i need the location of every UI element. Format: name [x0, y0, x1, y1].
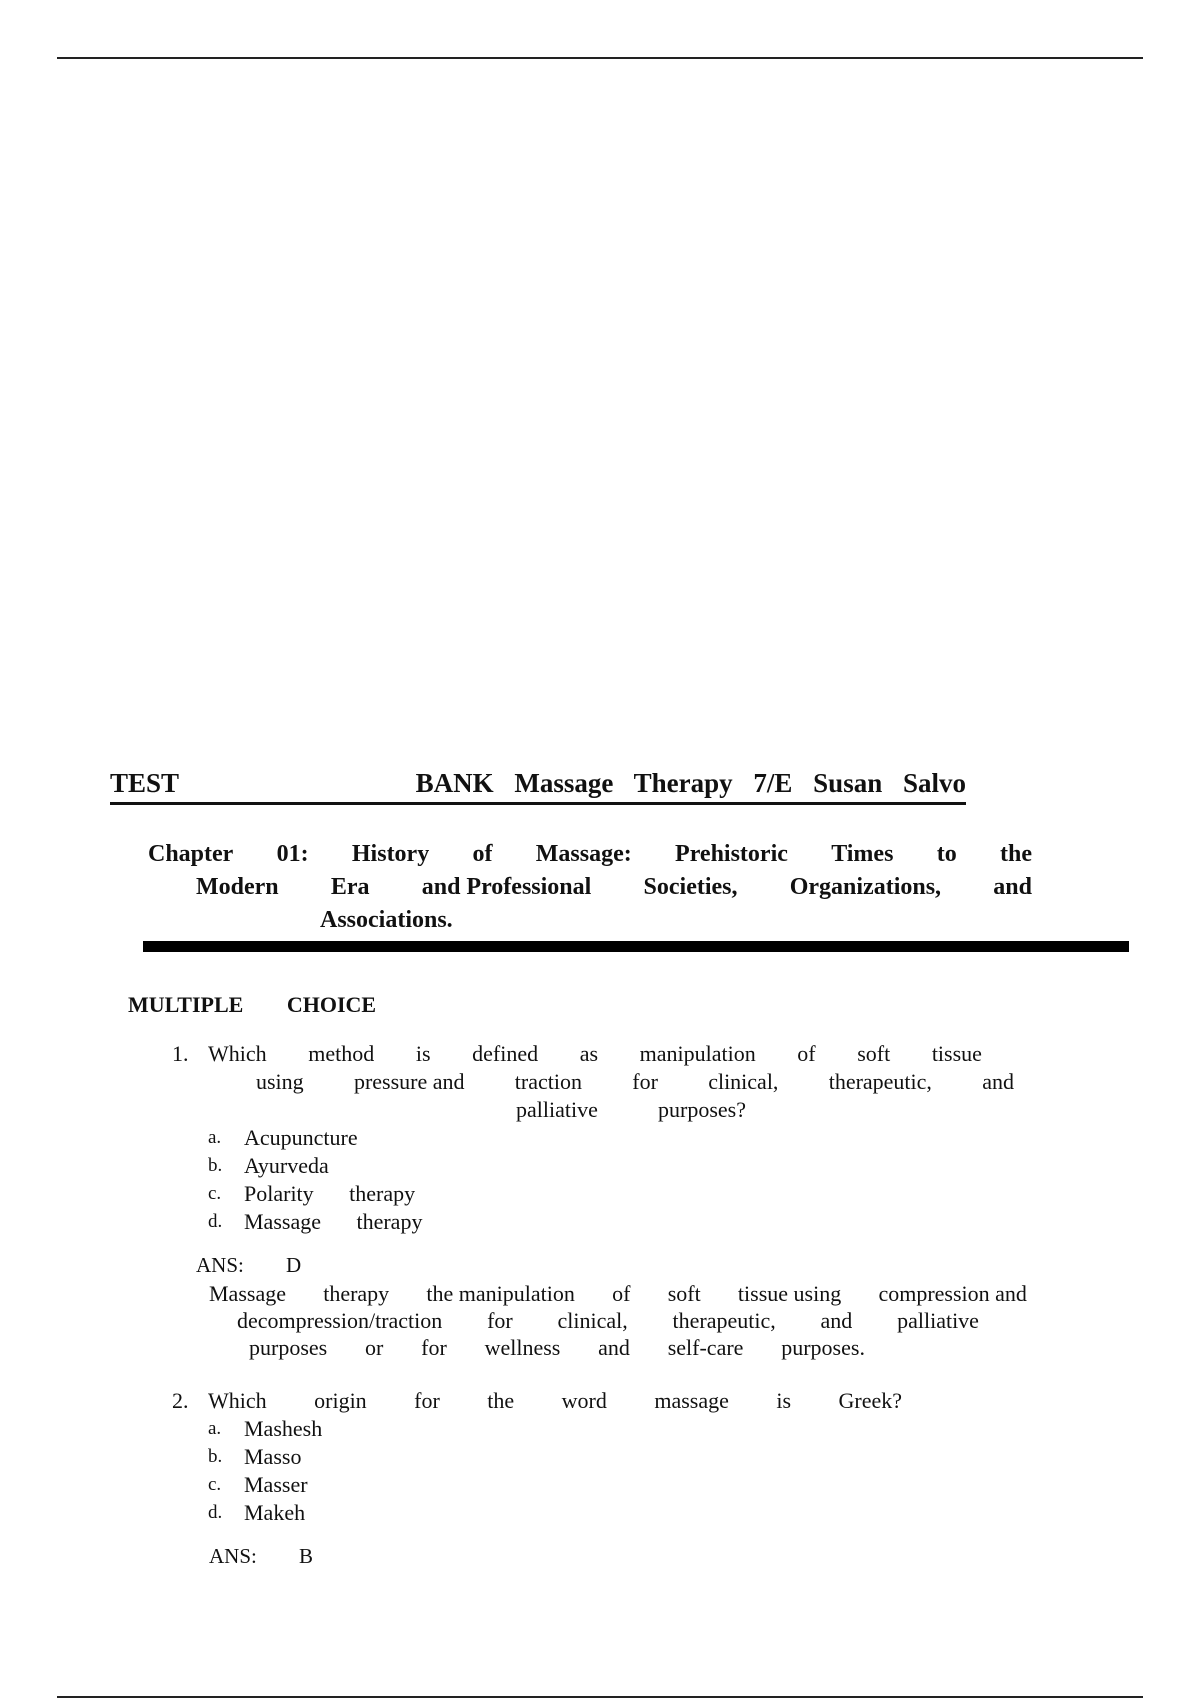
chapter-word: and: [993, 874, 1032, 900]
explanation-word: decompression/traction: [237, 1308, 443, 1333]
option-text: Polarity therapy: [244, 1181, 416, 1206]
option-letter: b.: [208, 1155, 223, 1176]
question-number: 2. Which: [172, 1388, 267, 1413]
stem-word: pressure and: [353, 1069, 465, 1094]
stem-word: and: [982, 1069, 1014, 1094]
chapter-word: Massage:: [535, 841, 632, 867]
stem-word: clinical,: [708, 1069, 779, 1094]
answer-options: [172, 1124, 1032, 1236]
stem-word: tissue: [931, 1041, 982, 1066]
answer-value: B: [299, 1544, 314, 1568]
chapter-word: History: [351, 841, 430, 867]
chapter-word: Modern: [196, 874, 279, 900]
explanation-line: [209, 1334, 865, 1361]
chapter-word: Chapter: [148, 841, 234, 867]
stem-word: the: [487, 1388, 515, 1413]
stem-word: Greek?: [838, 1388, 902, 1413]
bottom-page-rule: [57, 1696, 1143, 1698]
explanation-word: tissue using: [737, 1281, 842, 1306]
option-letter: b.: [208, 1446, 223, 1467]
chapter-word: the: [999, 841, 1032, 867]
explanation-line: [209, 1280, 1027, 1307]
stem-word: therapeutic,: [828, 1069, 932, 1094]
explanation-word: clinical,: [557, 1308, 628, 1333]
option-letter: a.: [208, 1127, 222, 1148]
option-text: Makeh: [244, 1500, 306, 1525]
stem-word: for: [414, 1388, 440, 1413]
stem-word: is: [776, 1388, 792, 1413]
explanation-word: purposes: [249, 1335, 328, 1360]
explanation-word: therapeutic,: [672, 1308, 776, 1333]
stem-word: soft: [857, 1041, 891, 1066]
chapter-heading-line-2: [148, 871, 1032, 904]
chapter-heading-line-3: Associations.: [320, 907, 453, 933]
explanation-word: for: [421, 1335, 447, 1360]
stem-word: massage: [654, 1388, 729, 1413]
question-stem-line: [172, 1387, 902, 1415]
title-left: TEST: [110, 768, 180, 798]
explanation-word: the manipulation: [426, 1281, 575, 1306]
stem-word: traction: [514, 1069, 582, 1094]
chapter-word: Era: [330, 874, 370, 900]
answer-options: [172, 1415, 1032, 1527]
option-d: [208, 1208, 1032, 1236]
option-letter: c.: [208, 1474, 222, 1495]
stem-word: of: [797, 1041, 816, 1066]
stem-word: palliative: [516, 1097, 598, 1122]
document-title: [110, 766, 966, 805]
explanation-word: purposes.: [781, 1335, 865, 1360]
answer-1: [196, 1251, 301, 1279]
chapter-word: 01:: [276, 841, 309, 867]
stem-word: as: [579, 1041, 599, 1066]
chapter-word: Times: [831, 841, 894, 867]
option-text: Masso: [244, 1444, 302, 1469]
answer-2: [209, 1542, 313, 1570]
chapter-word: and Professional: [421, 874, 592, 900]
option-letter: a.: [208, 1418, 222, 1439]
option-letter: c.: [208, 1183, 222, 1204]
explanation-word: soft: [667, 1281, 701, 1306]
question-stem-line: [172, 1040, 982, 1068]
explanation-word: Massage: [209, 1281, 286, 1306]
explanation-word: self-care: [667, 1335, 744, 1360]
question-1: [172, 1040, 1032, 1236]
chapter-heading-line-1: [148, 838, 1032, 871]
stem-word: using: [256, 1069, 304, 1094]
chapter-word: of: [472, 841, 493, 867]
explanation-word: palliative: [897, 1308, 979, 1333]
option-text: Ayurveda: [244, 1153, 329, 1178]
title-right: BANK Massage Therapy 7/E Susan Salvo: [415, 768, 966, 798]
explanation-word: wellness: [484, 1335, 561, 1360]
stem-word: word: [561, 1388, 607, 1413]
option-b: [208, 1443, 1032, 1471]
section-divider-bar: [143, 941, 1129, 952]
answer-label: ANS:: [209, 1544, 257, 1568]
option-letter: d.: [208, 1502, 223, 1523]
stem-word: origin: [314, 1388, 367, 1413]
explanation-word: therapy: [323, 1281, 390, 1306]
option-letter: d.: [208, 1211, 223, 1232]
chapter-word: to: [936, 841, 957, 867]
stem-word: purposes?: [658, 1097, 746, 1122]
question-stem-line: [172, 1068, 1014, 1096]
stem-word: manipulation: [639, 1041, 756, 1066]
option-a: [208, 1124, 1032, 1152]
stem-word: method: [308, 1041, 375, 1066]
question-2: [172, 1387, 1032, 1527]
explanation-word: of: [612, 1281, 631, 1306]
option-b: [208, 1152, 1032, 1180]
answer-1-explanation: [209, 1280, 1027, 1361]
explanation-word: or: [365, 1335, 384, 1360]
question-stem-line: [172, 1096, 746, 1124]
explanation-word: and: [598, 1335, 630, 1360]
top-page-rule: [57, 57, 1143, 59]
option-text: Masser: [244, 1472, 308, 1497]
option-text: Mashesh: [244, 1416, 323, 1441]
chapter-word: Societies,: [643, 874, 738, 900]
explanation-word: compression and: [878, 1281, 1027, 1306]
stem-word: is: [415, 1041, 431, 1066]
option-c: [208, 1471, 1032, 1499]
option-text: Acupuncture: [244, 1125, 358, 1150]
option-c: [208, 1180, 1032, 1208]
stem-word: defined: [472, 1041, 539, 1066]
option-a: [208, 1415, 1032, 1443]
answer-value: D: [286, 1253, 302, 1277]
explanation-line: [209, 1307, 979, 1334]
section-heading: MULTIPLE CHOICE: [128, 992, 377, 1017]
chapter-heading: [148, 838, 1032, 937]
chapter-word: Prehistoric: [675, 841, 788, 867]
chapter-word: Organizations,: [789, 874, 942, 900]
option-text: Massage therapy: [244, 1209, 423, 1234]
answer-label: ANS:: [196, 1253, 244, 1277]
option-d: [208, 1499, 1032, 1527]
explanation-word: for: [487, 1308, 513, 1333]
question-number: 1. Which: [172, 1041, 267, 1066]
explanation-word: and: [820, 1308, 853, 1333]
stem-word: for: [632, 1069, 658, 1094]
